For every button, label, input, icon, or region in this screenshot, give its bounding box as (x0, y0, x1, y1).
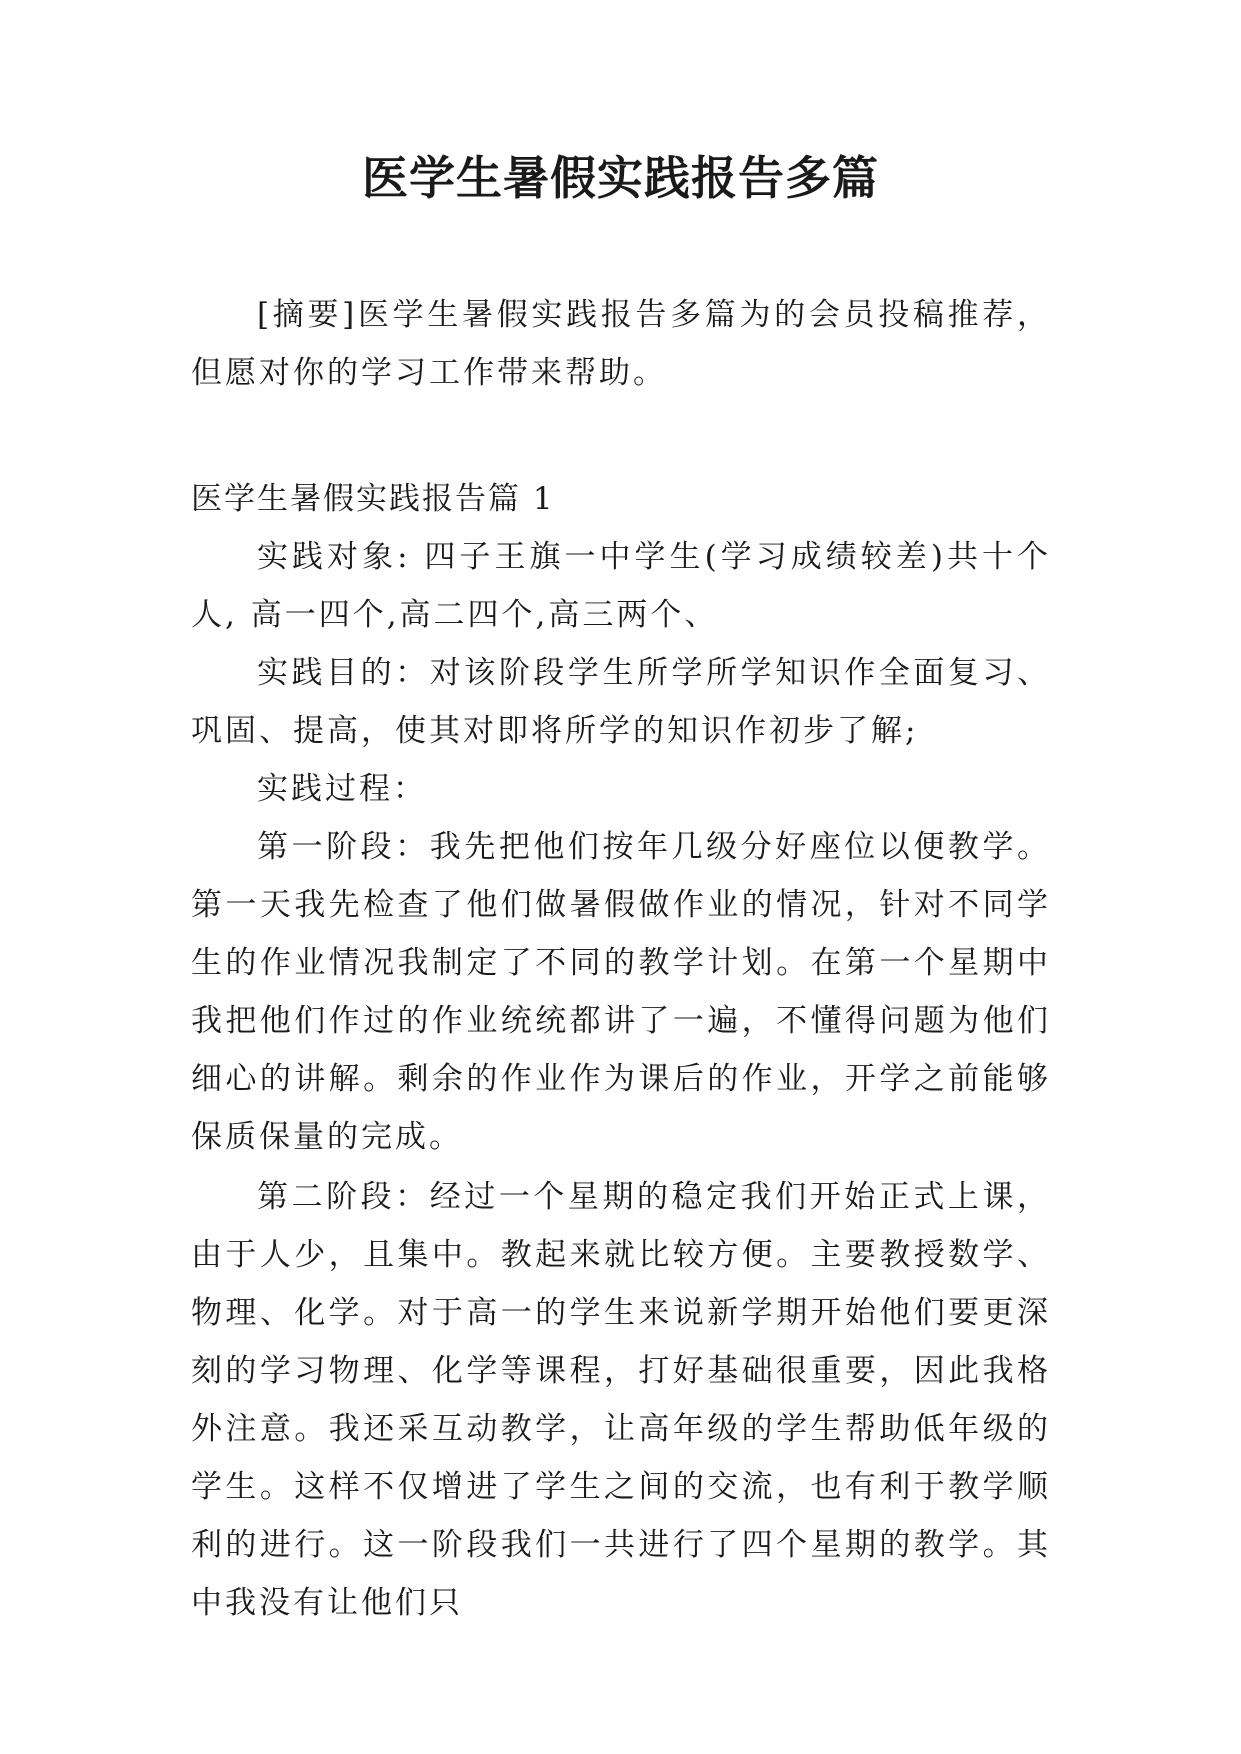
paragraph-practice-subject: 实践对象: 四子王旗一中学生(学习成绩较差)共十个人, 高一四个,高二四个,高三两个、 (191, 539, 1051, 633)
paragraph-stage-two: 第二阶段：经过一个星期的稳定我们开始正式上课，由于人少，且集中。教起来就比较方便。主要教授数学、物理、化学。对于高一的学生来说新学期开始他们要更深刻的学习物理、化学等课程，打好基础很重要，因此我格外注意。我还采互动教学，让高年级的学生帮助低年级的学生。这样不仅增进了学生之间的交流，也有利于教学顺利的进行。这一阶段我们一共进行了四个星期的教学。其中我没有让他们只 (191, 1179, 1051, 1621)
paragraph-practice-process: 实践过程： (257, 771, 427, 807)
document-title: 医学生暑假实践报告多篇 (362, 151, 879, 205)
section-heading: 医学生暑假实践报告篇 1 (191, 481, 555, 517)
document-body (191, 286, 1051, 1632)
paragraph-practice-purpose: 实践目的：对该阶段学生所学所学知识作全面复习、巩固、提高，使其对即将所学的知识作初步了解; (191, 655, 1051, 749)
paragraph-stage-one: 第一阶段：我先把他们按年几级分好座位以便教学。第一天我先检查了他们做暑假做作业的情况，针对不同学生的作业情况我制定了不同的教学计划。在第一个星期中我把他们作过的作业统统都讲了一遍，不懂得问题为他们细心的讲解。剩余的作业作为课后的作业，开学之前能够保质保量的完成。 (191, 829, 1051, 1155)
abstract-paragraph: [摘要]医学生暑假实践报告多篇为的会员投稿推荐，但愿对你的学习工作带来帮助。 (191, 297, 1051, 391)
